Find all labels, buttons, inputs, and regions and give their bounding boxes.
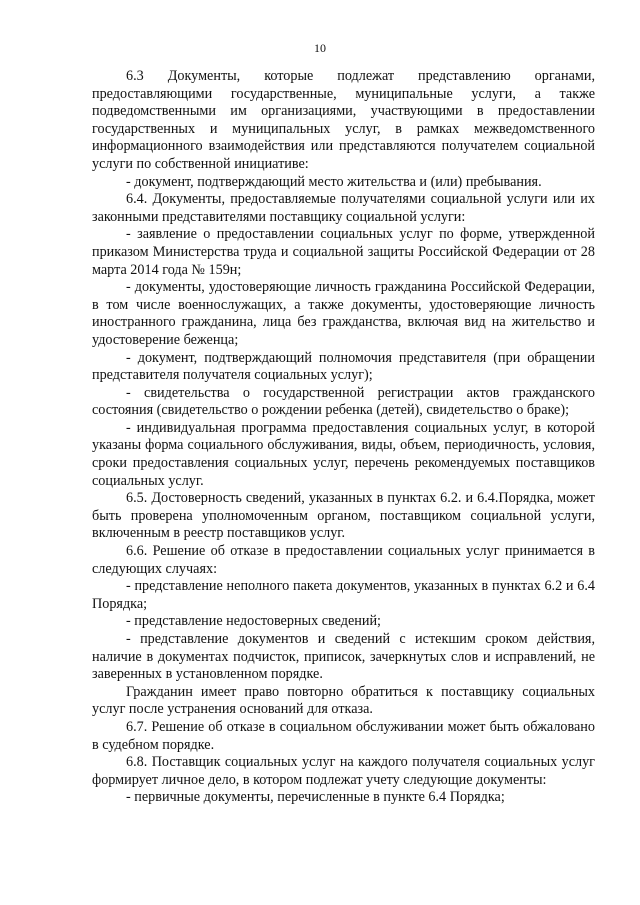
list-item-residence-document: - документ, подтверждающий место жительства и (или) пребывания.	[126, 173, 542, 190]
list-item-false-information: - представление недостоверных сведений;	[126, 613, 381, 630]
paragraph-6-5: 6.5. Достоверность сведений, указанных в пунктах 6.2. и 6.4.Порядка, может быть проверена уполномоченным органом, поставщиком социальной услуги, включенным в реестр поставщиков услуг.	[92, 490, 595, 542]
page-number: 10	[314, 41, 326, 55]
list-item-application: - заявление о предоставлении социальных услуг по форме, утвержденной приказом Министерства труда и социальной защиты Российской Федерации от 28 марта 2014 года № 159н;	[92, 226, 595, 278]
list-item-expired-documents: - представление документов и сведений с истекшим сроком действия, наличие в документах подчисток, приписок, зачеркнутых слов и исправлений, не заверенных в установленном порядке.	[92, 631, 595, 683]
paragraph-reapply-right: Гражданин имеет право повторно обратиться к поставщику социальных услуг после устранения оснований для отказа.	[92, 683, 595, 718]
paragraph-6-8: 6.8. Поставщик социальных услуг на каждого получателя социальных услуг формирует личное дело, в котором подлежат учету следующие документы:	[92, 754, 595, 788]
paragraph-6-7: 6.7. Решение об отказе в социальном обслуживании может быть обжаловано в судебном порядке.	[92, 718, 595, 753]
list-item-primary-documents: - первичные документы, перечисленные в пункте 6.4 Порядка;	[126, 789, 505, 806]
list-item-individual-program: - индивидуальная программа предоставления социальных услуг, в которой указаны форма социального обслуживания, виды, объем, периодичность, условия, сроки предоставления социальных услуг, перечень рекомендуемых поставщиков социальных услуг.	[92, 419, 595, 489]
paragraph-6-3: 6.3 Документы, которые подлежат представлению органами, предоставляющими государственные, муниципальные услуги, а также подведомственными им организациями, участвующими в предоставлении государственных и муниципальных услуг, в рамках межведомственного информационного взаимодействия или представляются получателем социальной услуги по собственной инициативе:	[92, 68, 595, 172]
paragraph-6-4: 6.4. Документы, предоставляемые получателями социальной услуги или их законными представителями поставщику социальной услуги:	[92, 191, 595, 225]
paragraph-6-6: 6.6. Решение об отказе в предоставлении социальных услуг принимается в следующих случаях:	[92, 543, 595, 577]
list-item-incomplete-package: - представление неполного пакета документов, указанных в пунктах 6.2 и 6.4 Порядка;	[92, 578, 595, 612]
list-item-civil-status-certificates: - свидетельства о государственной регистрации актов гражданского состояния (свидетельство о рождении ребенка (детей), свидетельство о браке);	[92, 384, 595, 419]
list-item-representative-authority: - документ, подтверждающий полномочия представителя (при обращении представителя получателя социальных услуг);	[92, 349, 595, 384]
document-body	[92, 68, 595, 807]
list-item-identity-documents: - документы, удостоверяющие личность гражданина Российской Федерации, в том числе военнослужащих, а также документы, удостоверяющие личность иностранного гражданина, лица без гражданства, включая вид на жительство и удостоверение беженца;	[92, 279, 595, 348]
